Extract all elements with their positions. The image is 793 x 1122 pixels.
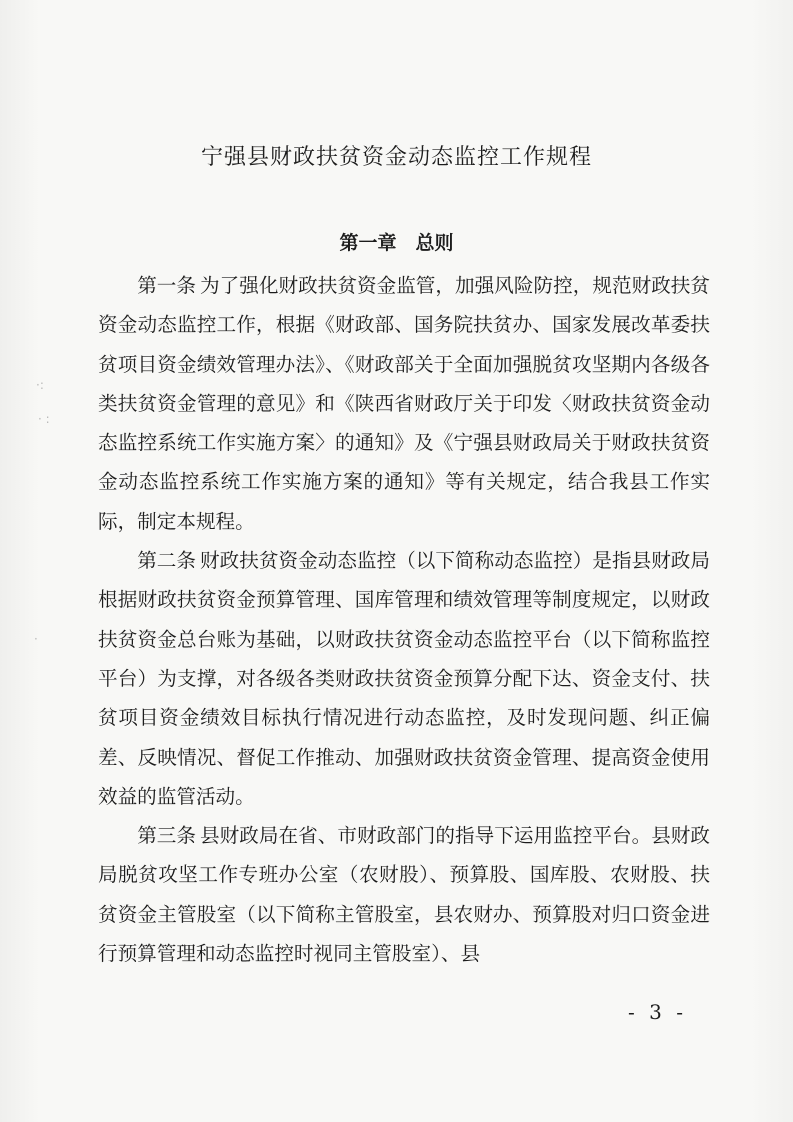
document-title: 宁强县财政扶贫资金动态监控工作规程 <box>200 145 592 170</box>
article-text: 财政扶贫资金动态监控（以下简称动态监控）是指县财政局根据财政扶贫资金预算管理、国库管理和绩效管理等制度规定，以财政扶贫资金总台账为基础，以财政扶贫资金动态监控平台（以下简称监控平台）为支撑，对各级各类财政扶贫资金预算分配下达、资金支付、扶贫项目资金绩效目标执行情况进行动态监控，及时发现问题、纠正偏差、反映情况、督促工作推动、加强财政扶贫资金管理、提高资金使用效益的监管活动。 <box>98 549 711 808</box>
article-2 <box>98 541 710 816</box>
article-3 <box>98 816 710 973</box>
article-text: 县财政局在省、市财政部门的指导下运用监控平台。县财政局脱贫攻坚工作专班办公室（农财股）、预算股、国库股、农财股、扶贫资金主管股室（以下简称主管股室，县农财办、预算股对归口资金进行预算管理和动态监控时视同主管股室）、县 <box>98 824 711 966</box>
scan-speck: · : <box>38 412 50 426</box>
chapter-heading: 第一章 总则 <box>339 232 454 254</box>
page-number: - 3 - <box>628 1000 687 1024</box>
scan-speck: · <box>34 632 38 646</box>
article-label: 第三条 <box>137 824 197 848</box>
article-label: 第二条 <box>137 549 197 573</box>
document-body <box>98 266 710 973</box>
scan-speck: ·: <box>36 378 44 392</box>
article-1 <box>98 266 710 541</box>
article-label: 第一条 <box>137 274 197 297</box>
article-text: 为了强化财政扶贫资金监管，加强风险防控，规范财政扶贫资金动态监控工作，根据《财政部、国务院扶贫办、国家发展改革委扶贫项目资金绩效管理办法》、《财政部关于全面加强脱贫攻坚期内各级各类扶贫资金管理的意见》和《陕西省财政厅关于印发〈财政扶贫资金动态监控系统工作实施方案〉的通知》及《宁强县财政局关于财政扶贫资金动态监控系统工作实施方案的通知》等有关规定，结合我县工作实际，制定本规程。 <box>98 274 711 533</box>
